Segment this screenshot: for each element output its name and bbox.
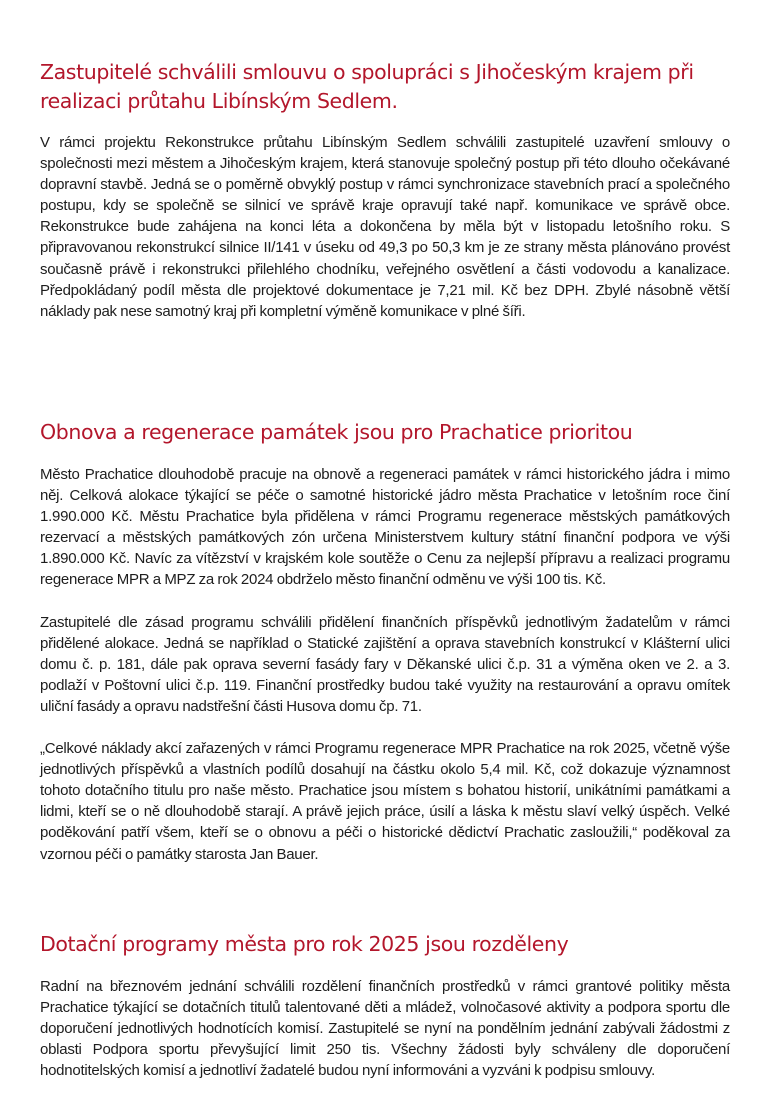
article-heading: Obnova a regenerace památek jsou pro Prachatice prioritou (40, 420, 633, 444)
article-obnova-pamatek (40, 418, 730, 865)
article-libinske-sedlo (40, 58, 730, 322)
article-paragraph: Zastupitelé dle zásad programu schválili přidělení finančních příspěvků jednotlivým žadatelům v rámci přidělené alokace. Jedná se například o Statické zajištění a oprava stavebních konstrukcí v Klášterní ulici domu č. p. 181, dále pak oprava severní fasády fary v Děkanské ulici č.p. 31 a výměna oken ve 2. a 3. podlaží v Poštovní ulici č.p. 119. Finanční prostředky budou také využity na restaurování a opravu omítek uliční fasády a opravu nadstřešní části Husova domu čp. 71. (40, 613, 730, 715)
article-paragraph: Radní na březnovém jednání schválili rozdělení finančních prostředků v rámci grantové politiky města Prachatice týkající se dotačních titulů talentované děti a mládež, volnočasové aktivity a podpora sportu dle doporučení jednotlivých hodnotících komisí. Zastupitelé se nyní na pondělním jednání zabývali žádostmi z oblasti Podpora sportu převyšující limit 250 tis. Všechny žádosti byly schváleny dle doporučení hodnotitelských komisí a jednotliví žadatelé budou nyní informováni a vyzváni k podpisu smlouvy. (40, 978, 730, 1080)
article-paragraph: Město Prachatice dlouhodobě pracuje na obnově a regeneraci památek v rámci historického jádra i mimo něj. Celková alokace týkající se péče o samotné historické jádro města Prachatice v letošním roce činí 1.990.000 Kč. Městu Prachatice byla přidělena v rámci Programu regenerace městských památkových rezervací a městských památkových zón určena Ministerstvem kultury státní finanční podpora ve výši 1.890.000 Kč. Navíc za vítězství v krajském kole soutěže o Cenu za nejlepší přípravu a realizaci programu regenerace MPR a MPZ za rok 2024 obdrželo město finanční odměnu ve výši 100 tis. Kč. (40, 466, 730, 589)
article-quote-paragraph: „Celkové náklady akcí zařazených v rámci Programu regenerace MPR Prachatice na rok 2025, včetně výše jednotlivých příspěvků a vlastních podílů dosahují na částku okolo 5,4 mil. Kč, což dokazuje významnost tohoto dotačního titulu pro naše město. Prachatice jsou místem s bohatou historií, unikátními památkami a lidmi, kteří se o ně dlouhodobě starají. A právě jejich práce, úsilí a láska k městu slaví velký úspěch. Velké poděkování patří všem, kteří se o obnovu a péči o historické dědictví Prachatic zasloužili,“ poděkoval za vzornou péči o památky starosta Jan Bauer. (40, 740, 730, 863)
article-heading: Zastupitelé schválili smlouvu o spolupráci s Jihočeským krajem při realizaci průtahu Libínským Sedlem. (40, 60, 694, 113)
article-dotacni-programy (40, 930, 730, 1081)
article-heading: Dotační programy města pro rok 2025 jsou rozděleny (40, 932, 569, 956)
article-paragraph: V rámci projektu Rekonstrukce průtahu Libínským Sedlem schválili zastupitelé uzavření smlouvy o společnosti mezi městem a Jihočeským krajem, která stanovuje společný postup při této dlouho očekávané dopravní stavbě. Jedná se o poměrně obvyklý postup v rámci synchronizace stavebních prací a společného postupu, kdy se společně se silnicí ve správě kraje opravují také např. komunikace ve správě obce. Rekonstrukce bude zahájena na konci léta a dokončena by měla být v listopadu letošního roku. S připravovanou rekonstrukcí silnice II/141 v úseku od 49,3 po 50,3 km je ze strany města plánováno provést současně právě i rekonstrukci přilehlého chodníku, veřejného osvětlení a části vodovodu a kanalizace. Předpokládaný podíl města dle projektové dokumentace je 7,21 mil. Kč bez DPH. Zbylé násobně větší náklady pak nese samotný kraj při kompletní výměně komunikace v plné šíři. (40, 134, 730, 320)
